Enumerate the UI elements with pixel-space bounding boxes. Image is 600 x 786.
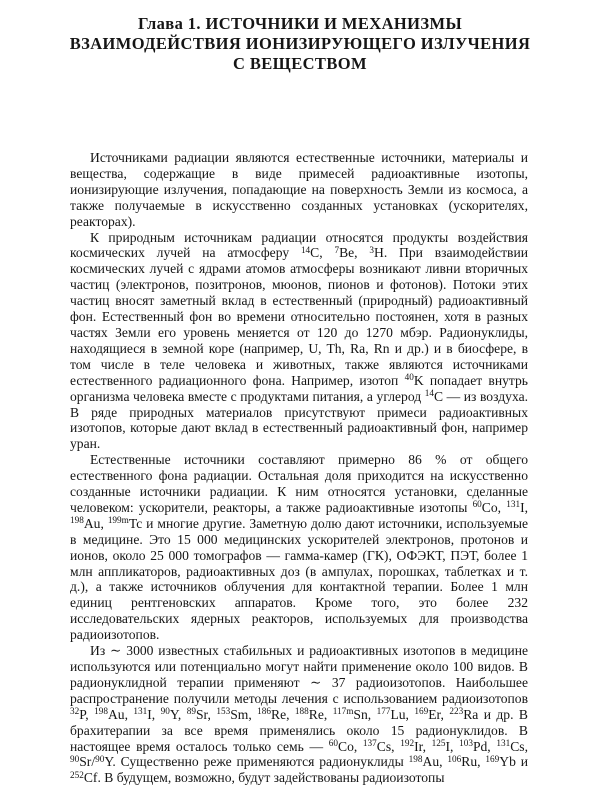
isotope-mass-number: 7 [334,244,340,255]
isotope-mass-number: 186 [257,706,271,717]
chapter-title-line-2: ВЗАИМОДЕЙСТВИЯ ИОНИЗИРУЮЩЕГО ИЗЛУЧЕНИЯ [69,34,531,53]
chapter-title-line-1: Глава 1. ИСТОЧНИКИ И МЕХАНИЗМЫ [137,14,463,33]
paragraph-3 [70,452,528,643]
isotope-mass-number: 169 [485,753,500,764]
text-run: Ir, [414,738,432,754]
isotope-mass-number: 198 [408,753,423,764]
text-run: Sr, [195,706,217,722]
isotope-mass-number: 169 [414,706,429,717]
isotope-mass-number: 89 [186,706,196,717]
text-run: C, [310,245,335,261]
isotope-mass-number: 192 [400,737,415,748]
isotope-mass-number: 131 [506,499,521,510]
text-run: I, [445,738,460,754]
text-run: Источниками радиации являются естественные источники, материалы и вещества, содержащие в виде примесей радиоактивные изотопы, ионизирующие излучения, попадающие на поверхность Земли из космоса, а также получаемые в искусственно созданных установках (ускорителях, реакторах). [70,150,528,229]
text-run: Cf. В будущем, возможно, будут задействованы радиоизотопы [83,770,445,786]
text-run: Естественные источники составляют примерно 86 % от общего естественного фона радиации. Остальная доля приходится на искусственно созданные источники радиации. К ним относятся установки, сделанные человеком: ускорители, реакторы, а также радиоактивные изотопы [70,452,528,515]
text-run: Co, [481,499,507,515]
isotope-mass-number: 60 [328,737,338,748]
isotope-mass-number: 223 [449,706,464,717]
text-run: I, [147,706,161,722]
text-run: Ru, [461,754,486,770]
text-run: I, [520,499,528,515]
isotope-mass-number: 32 [70,706,80,717]
isotope-mass-number: 125 [431,737,446,748]
isotope-mass-number: 90 [70,753,80,764]
text-run: C — из воздуха. В ряде природных материалов присутствуют примеси радиоактивных изотопов, которые дают вклад в естественный радиоактивный фон, например уран. [70,388,528,452]
isotope-mass-number: 106 [447,753,462,764]
body-text [70,150,528,786]
text-run: Pd, [472,738,497,754]
isotope-mass-number: 14 [424,387,434,398]
isotope-mass-number: 252 [70,769,84,780]
text-run: Y. Существенно реже применяются радионуклиды [104,754,409,770]
isotope-mass-number: 60 [472,499,482,510]
text-run: Er, [428,706,450,722]
isotope-mass-number: 199m [107,515,129,526]
isotope-mass-number: 188 [294,706,309,717]
isotope-mass-number: 90 [95,753,105,764]
chapter-title-line-3: С ВЕЩЕСТВОМ [233,54,367,73]
paragraph-2 [70,230,528,453]
text-run: Au, [107,706,134,722]
text-run: К природным источникам радиации относятся продукты воздействия космических лучей на атмосферу [70,229,528,261]
text-run: Sm, [230,706,258,722]
isotope-mass-number: 198 [70,515,84,526]
isotope-mass-number: 177 [376,706,391,717]
text-run: Из ∼ 3000 известных стабильных и радиоактивных изотопов в медицине используются или потенциально могут найти применение около 100 видов. В радионуклидной терапии применяют ∼ 37 радиоизотопов. Наибольшее распространение получили методы лечения с использованием радиоизотопов [70,643,528,706]
text-run: H. При взаимодействии космических лучей с ядрами атомов атмосферы возникают ливни вторичных частиц (электронов, позитронов, мюонов, пионов и фотонов). Потоки этих частиц вносят заметный вклад в естественный (природный) радиоактивный фон. Естественный фон во времени относительно постоянен, хотя в разных частях Земли его уровень меняется от 120 до 1270 мбэр. Радионуклиды, находящиеся в земной коре (например, U, Th, Ra, Rn и др.) и в биосфере, в том числе в теле человека и животных, также являются источниками естественного радиационного фона. Например, изотоп [70,245,528,388]
isotope-mass-number: 131 [133,706,148,717]
text-run: Yb и [499,754,528,770]
chapter-heading [60,14,540,74]
isotope-mass-number: 153 [216,706,231,717]
text-run: Cs, [510,738,528,754]
text-run: Ra и др. В брахитерапии за все время применялись около 15 радионуклидов. В настоящее время осталось только семь — [70,706,528,754]
isotope-mass-number: 103 [459,737,473,748]
text-run: Sn, [353,706,377,722]
isotope-mass-number: 198 [94,706,108,717]
isotope-mass-number: 90 [160,706,170,717]
isotope-mass-number: 14 [300,244,311,255]
isotope-mass-number: 3 [369,244,375,255]
isotope-mass-number: 137 [362,737,377,748]
text-run: P, [79,706,95,722]
text-run: Tc и многие другие. Заметную долю дают источники, используемые в медицине. Это 15 000 медицинских ускорителей электронов, протонов и ионов, около 25 000 томографов — гамма-камер (ГК), ОФЭКТ, ПЭТ, более 1 млн аппликаторов, радиоактивных доз (в ампулах, порошках, таблетках и т. д.), а также источников облучения для контактной терапии. Более 1 млн единиц рентгеновских аппаратов. Кроме того, это более 232 исследовательских ядерных реакторов, используемых для производства радиоизотопов. [70,515,528,643]
text-run: Au, [422,754,448,770]
text-run: Y, [169,706,187,722]
text-run: Re, [271,706,295,722]
isotope-mass-number: 131 [496,737,511,748]
text-run: Be, [339,245,370,261]
text-run: Au, [83,515,108,531]
text-run: Co, [338,738,363,754]
isotope-mass-number: 117m [332,706,354,717]
text-run: Re, [308,706,333,722]
text-run: K попадает внутрь организма человека вместе с продуктами питания, а углерод [70,372,528,404]
text-run: Cs, [376,738,401,754]
text-run: Sr/ [79,754,96,770]
isotope-mass-number: 40 [404,372,414,383]
paragraph-4 [70,643,528,786]
text-run: Lu, [390,706,415,722]
paragraph-1 [70,150,528,230]
